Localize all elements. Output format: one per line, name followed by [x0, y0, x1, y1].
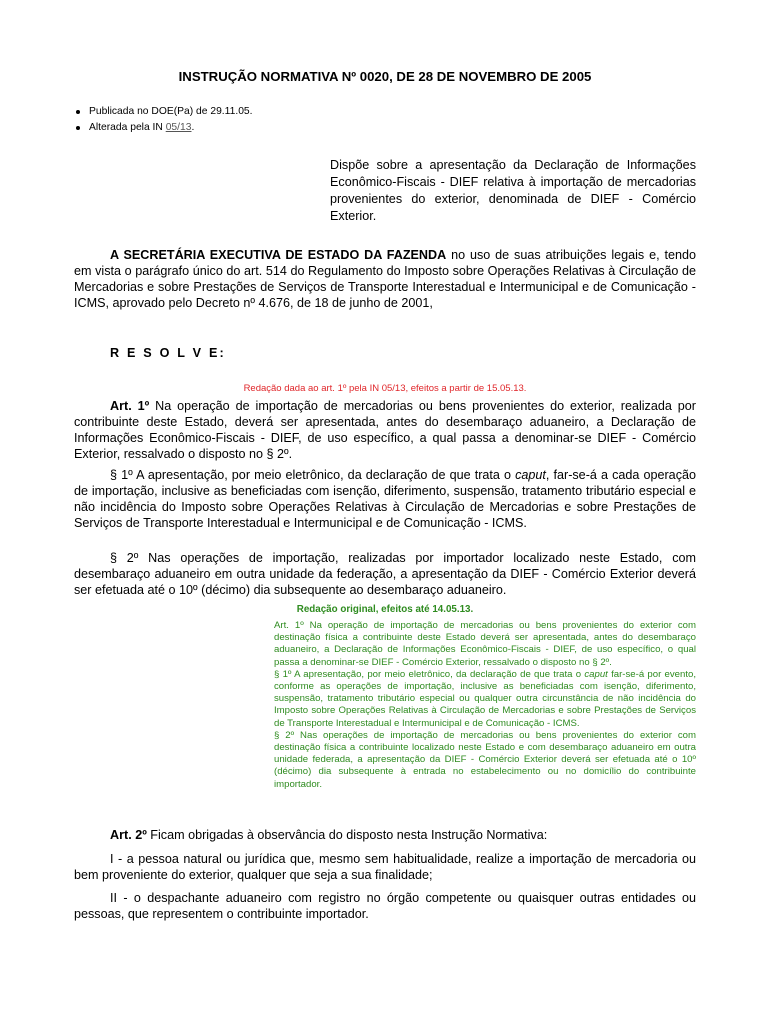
- preamble-authority: A SECRETÁRIA EXECUTIVA DE ESTADO DA FAZENDA: [110, 248, 447, 262]
- document-title: INSTRUÇÃO NORMATIVA Nº 0020, DE 28 DE NOVEMBRO DE 2005: [178, 69, 592, 84]
- in-0513-link[interactable]: 05/13: [165, 122, 192, 133]
- original-p2: § 2º Nas operações de importação de mercadorias ou bens provenientes do exterior com destinação física a contribuinte localizado neste Estado e com desembaraço aduaneiro em outra unidade federada, a apresentação da DIEF - Comércio Exterior deverá ser efetuada até o 10º (décimo) dia subsequente à entrada no estabelecimento ou no domicílio do contribuinte importador.: [274, 729, 696, 790]
- original-p1-caput: caput: [584, 668, 608, 680]
- ementa-text: Dispõe sobre a apresentação da Declaração de Informações Econômico-Fiscais - DIEF relativa à importação de mercadorias provenientes do exterior, denominada de DIEF - Comércio Exterior.: [330, 158, 696, 223]
- art1-p1-text-a: § 1º A apresentação, por meio eletrônico, da declaração de que trata o: [110, 468, 516, 482]
- meta-altered-prefix: Alterada pela IN: [89, 122, 166, 133]
- original-art1: Art. 1º Na operação de importação de mercadorias ou bens provenientes do exterior com destinação física a contribuinte deste Estado deverá ser apresentada, antes do desembaraço aduaneiro, a Declaração de Informações Econômico-Fiscais - DIEF, de uso específico, o qual passa a denominar-se DIEF - Comércio Exterior, ressalvado o disposto no § 2º.: [274, 620, 696, 668]
- art2-label: Art. 2º: [110, 828, 147, 842]
- art1-paragraph-2: [74, 550, 696, 598]
- art1-p1-caput: caput: [515, 468, 546, 482]
- art1-p2-text: § 2º Nas operações de importação, realizadas por importador localizado neste Estado, com desembaraço aduaneiro em outra unidade da federação, a apresentação da DIEF - Comércio Exterior deverá ser efetuada até o 10º (décimo) dia subsequente ao desembaraço aduaneiro.: [74, 551, 696, 597]
- art1-p1-text-b: , far-se-á a cada operação de importação, inclusive as beneficiadas com isenção, diferimento, suspensão, tratamento tributário especial e não incidência do Imposto sobre Operações Relativas à Circulação de Mercadorias e sobre Prestações de Serviços de Transporte Interestadual e Intermunicipal e de Comunicação - ICMS.: [74, 468, 696, 530]
- meta-published: Publicada no DOE(Pa) de 29.11.05.: [74, 104, 253, 120]
- art2-item-i: [74, 851, 696, 883]
- original-p1-text-b: far-se-á por evento, conforme as operações de importação, inclusive as beneficiadas com isenção, diferimento, suspensão, tratamento tributário especial ou qualquer outra circunstância de não incidência do Imposto sobre Operações Relativas à Circulação de Mercadorias e sobre Prestações de Serviços de Transporte Interestadual e Intermunicipal e de Comunicação - ICMS.: [274, 668, 696, 729]
- art1-label: Art. 1º: [110, 399, 150, 413]
- art2-item-i-text: I - a pessoa natural ou jurídica que, mesmo sem habitualidade, realize a importação de mercadoria ou bem proveniente do exterior, qualquer que seja a sua finalidade;: [74, 852, 696, 882]
- meta-altered: [74, 120, 253, 136]
- original-redaction-heading: Redação original, efeitos até 14.05.13.: [296, 604, 474, 615]
- resolve-heading: R E S O L V E:: [110, 346, 226, 360]
- preamble-text: no uso de suas atribuições legais e, tendo em vista o parágrafo único do art. 514 do Regulamento do Imposto sobre Operações Relativas à Circulação de Mercadorias e sobre Prestações de Serviços de Transporte Interestadual e Intermunicipal e de Comunicação - ICMS, aprovado pelo Decreto nº 4.676, de 18 de junho de 2001,: [74, 248, 697, 310]
- original-p1-text-a: § 1º A apresentação, por meio eletrônico, da declaração de que trata o: [274, 668, 585, 680]
- original-p1: [274, 669, 696, 730]
- art1-text: Na operação de importação de mercadorias ou bens provenientes do exterior, realizada por contribuinte deste Estado, deverá ser apresentada, antes do desembaraço aduaneiro, a Declaração de Informações Econômico-Fiscais - DIEF, de uso específico, a qual passa a denominar-se DIEF - Comércio Exterior, ressalvado o disposto no § 2º.: [74, 399, 696, 461]
- art2-item-ii: [74, 890, 696, 922]
- preamble: [74, 247, 696, 311]
- redaction-note: Redação dada ao art. 1º pela IN 05/13, efeitos a partir de 15.05.13.: [243, 383, 527, 394]
- art2-block: [74, 827, 696, 843]
- original-redaction-block: [274, 620, 696, 791]
- ementa: [330, 157, 696, 225]
- art2-item-ii-text: II - o despachante aduaneiro com registro no órgão competente ou quaisquer outras entidades ou pessoas, que representem o contribuinte importador.: [74, 891, 696, 921]
- publication-meta: [74, 104, 253, 136]
- art1-block: [74, 398, 696, 462]
- art1-paragraph-1: [74, 467, 696, 531]
- meta-altered-suffix: .: [191, 122, 195, 133]
- art2-text: Ficam obrigadas à observância do disposto nesta Instrução Normativa:: [146, 828, 548, 842]
